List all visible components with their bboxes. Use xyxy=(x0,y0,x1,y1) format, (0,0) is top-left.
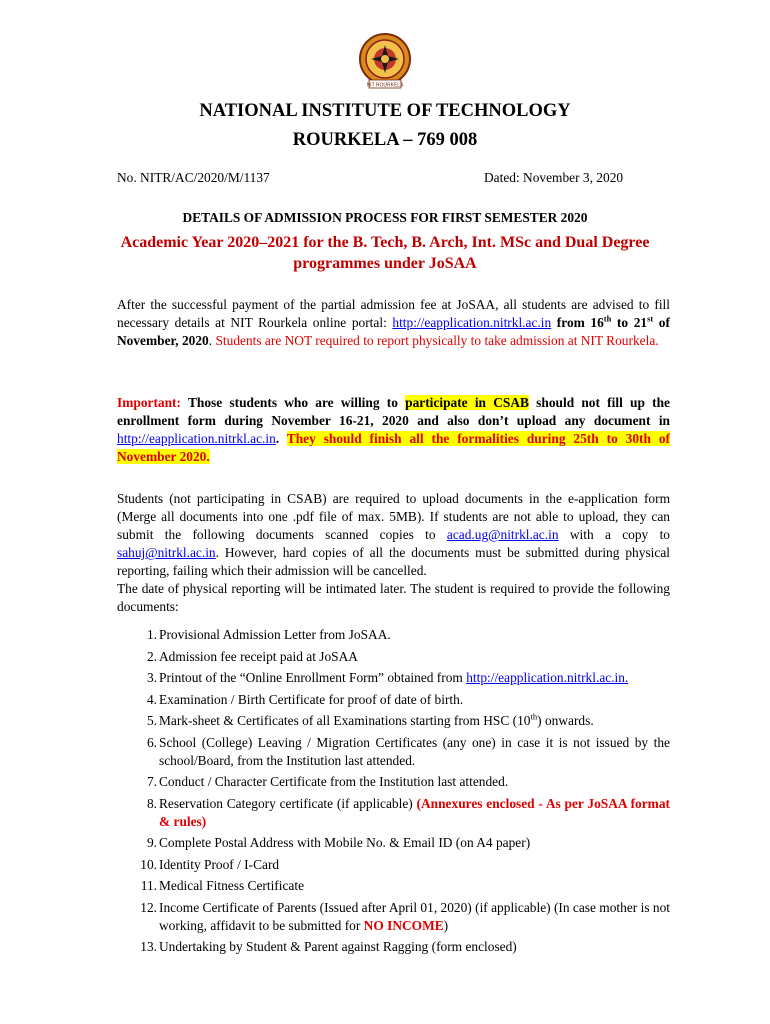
no-physical-report-note: Students are NOT required to report physically to take admission at NIT Rourkela. xyxy=(212,333,659,348)
list-item: 3. Printout of the “Online Enrollment Form” obtained from http://eapplication.nitrkl.ac.in. xyxy=(146,670,629,685)
important-label: Important: xyxy=(117,395,181,410)
list-item: 4. Examination / Birth Certificate for proof of date of birth. xyxy=(146,691,464,707)
list-item: 10. Identity Proof / I-Card xyxy=(140,856,280,872)
svg-text:NIT ROURKELA: NIT ROURKELA xyxy=(366,82,404,89)
document-heading: DETAILS OF ADMISSION PROCESS FOR FIRST SEMESTER 2020 xyxy=(182,210,588,225)
eapplication-link-3[interactable]: http://eapplication.nitrkl.ac.in. xyxy=(466,670,629,685)
list-item: 7. Conduct / Character Certificate from the Institution last attended. xyxy=(146,774,509,789)
list-item: 8. Reservation Category certificate (if applicable) (Annexures enclosed - As per JoSAA format & rules) xyxy=(146,795,670,829)
reporting-paragraph: The date of physical reporting will be intimated later. The student is required to provide the following documents: xyxy=(117,581,670,614)
csab-deadline-note: They should finish all the formalities during 25th to 30th of November 2020. xyxy=(117,431,670,464)
document-subheading: Academic Year 2020–2021 for the B. Tech, B. Arch, Int. MSc and Dual Degree programmes under JoSAA xyxy=(120,234,650,272)
eapplication-link[interactable]: http://eapplication.nitrkl.ac.in xyxy=(392,315,552,330)
list-item: 12. Income Certificate of Parents (Issued after April 01, 2020) (if applicable) (In case mother is not working, affidavit to be submitted for NO INCOME) xyxy=(140,899,670,933)
reference-number: No. NITR/AC/2020/M/1137 xyxy=(117,170,270,185)
institute-address: ROURKELA – 769 008 xyxy=(292,130,478,150)
csab-highlight: participate in CSAB xyxy=(405,395,529,410)
document-date: Dated: November 3, 2020 xyxy=(484,170,624,185)
documents-list xyxy=(117,626,670,960)
annexure-note: (Annexures enclosed - As per JoSAA format & rules) xyxy=(159,795,670,829)
list-item: 2. Admission fee receipt paid at JoSAA xyxy=(146,648,358,664)
sahuj-email-link[interactable]: sahuj@nitrkl.ac.in xyxy=(117,545,216,560)
upload-instructions: Students (not participating in CSAB) are required to upload documents in the e-application form (Merge all documents into one .pdf file of max. 5MB). If students are not able to upload, they can submit the following documents scanned copies to acad.ug@nitrkl.ac.in with a copy to sahuj@nitrkl.ac.in. However, hard copies of all the documents must be submitted during physical reporting, failing which their admission will be cancelled. xyxy=(117,491,670,578)
list-item: 11. Medical Fitness Certificate xyxy=(140,878,305,893)
list-item: 13. Undertaking by Student & Parent against Ragging (form enclosed) xyxy=(140,939,517,954)
admission-paragraph: After the successful payment of the partial admission fee at JoSAA, all students are advised to fill necessary details at NIT Rourkela online portal: http://eapplication.nitrkl.ac.in from 16th to 21st of November, 2020. Students are NOT required to report physically to take admission at NIT Rourkela. xyxy=(117,297,670,348)
no-income-note: NO INCOME xyxy=(363,917,444,933)
acad-email-link[interactable]: acad.ug@nitrkl.ac.in xyxy=(446,527,559,542)
eapplication-link-2[interactable]: http://eapplication.nitrkl.ac.in xyxy=(117,431,276,446)
list-item: 1. Provisional Admission Letter from JoSAA. xyxy=(146,627,391,642)
institute-name: NATIONAL INSTITUTE OF TECHNOLOGY xyxy=(199,101,571,121)
nit-rourkela-logo xyxy=(355,32,415,90)
list-item: 6. School (College) Leaving / Migration Certificates (any one) in case it is not issued by the school/Board, from the Institution last attended. xyxy=(146,734,670,768)
important-notice: Important: Those students who are willing to participate in CSAB should not fill up the enrollment form during November 16-21, 2020 and also don’t upload any document in http://eapplication.nitrkl.ac.in. They should finish all the formalities during 25th to 30th of November 2020. xyxy=(117,395,670,464)
list-item: 9. Complete Postal Address with Mobile No. & Email ID (on A4 paper) xyxy=(146,835,531,850)
list-item: 5. Mark-sheet & Certificates of all Examinations starting from HSC (10th) onwards. xyxy=(146,711,594,728)
